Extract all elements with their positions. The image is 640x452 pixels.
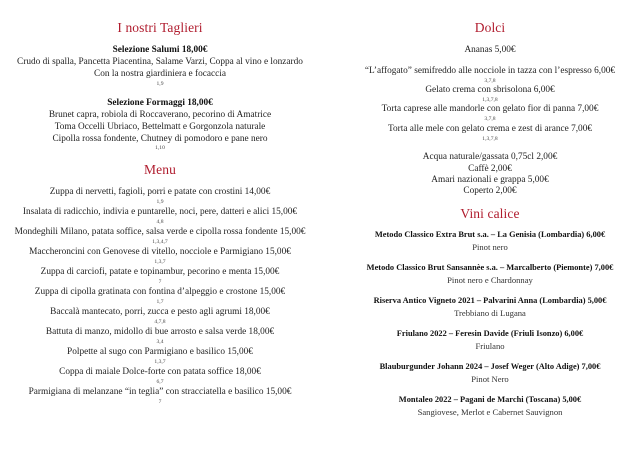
- salumi-allergens: 1,9: [156, 81, 164, 87]
- menu-item: Zuppa di nervetti, fagioli, porri e patate con crostini 14,00€: [49, 187, 271, 197]
- dolci-item: Ananas 5,00€: [464, 45, 516, 55]
- menu-item-allergens: 3,4: [156, 339, 164, 345]
- dolci-item-allergens: 1,3,7,8: [482, 136, 498, 142]
- wine-item: Metodo Classico Extra Brut s.a. – La Genisia (Lombardia) 6,00€: [374, 230, 606, 239]
- menu-item-allergens: 1,3,7: [154, 259, 166, 265]
- wine-item: Blauburgunder Johann 2024 – Josef Weger (Alto Adige) 7,00€: [379, 362, 601, 371]
- menu-title: Menu: [144, 162, 176, 177]
- wine-grapes: Friulano: [475, 341, 505, 351]
- wine-item: Montaleo 2022 – Pagani de Marchi (Toscana) 5,00€: [398, 395, 582, 404]
- salumi-desc-1: Crudo di spalla, Pancetta Piacentina, Salame Varzi, Coppa al vino e lonzardo: [17, 57, 303, 67]
- formaggi-desc-1: Brunet capra, robiola di Roccaverano, pecorino di Amatrice: [48, 110, 272, 120]
- dolci-item: Torta caprese alle mandorle con gelato fior di panna 7,00€: [381, 104, 599, 114]
- menu-item-allergens: 4,7,8: [154, 319, 166, 325]
- menu-item: Zuppa di carciofi, patate e topinambur, pecorino e menta 15,00€: [40, 267, 280, 277]
- formaggi-desc-2: Toma Occelli Ubriaco, Bettelmatt e Gorgonzola naturale: [54, 122, 266, 132]
- menu-item: Mondeghili Milano, patata soffice, salsa verde e cipolla rossa fondente 15,00€: [14, 227, 306, 237]
- wine-item: Metodo Classico Brut Sansannèe s.a. – Marcalberto (Piemonte) 7,00€: [366, 263, 614, 272]
- dolci-item-allergens: 3,7,8: [484, 78, 496, 84]
- wine-item: Riserva Antico Vigneto 2021 – Palvarini Anna (Lombardia) 5,00€: [373, 296, 607, 305]
- extra-item: Acqua naturale/gassata 0,75cl 2,00€: [422, 152, 558, 162]
- vini-title: Vini calice: [460, 206, 520, 221]
- menu-item-allergens: 1,7: [156, 299, 164, 305]
- menu-item-allergens: 1,9: [156, 199, 164, 205]
- dolci-item: Gelato crema con sbrisolona 6,00€: [425, 85, 555, 95]
- wine-grapes: Sangiovese, Merlot e Cabernet Sauvignon: [417, 407, 563, 417]
- dolci-item-allergens: 1,3,7,8: [482, 97, 498, 103]
- formaggi-name: Selezione Formaggi 18,00€: [107, 98, 213, 108]
- menu-item: Parmigiana di melanzane “in teglia” con stracciatella e basilico 15,00€: [28, 387, 292, 397]
- extra-item: Caffè 2,00€: [468, 164, 512, 174]
- menu-item: Zuppa di cipolla gratinata con fontina d’alpeggio e crostone 15,00€: [34, 287, 286, 297]
- menu-item-allergens: 1,3,4,7: [152, 239, 168, 245]
- dolci-title: Dolci: [474, 20, 506, 35]
- menu-item-allergens: 4,8: [156, 219, 164, 225]
- formaggi-desc-3: Cipolla rossa fondente, Chutney di pomodoro e pane nero: [52, 134, 268, 144]
- menu-item-allergens: 7: [158, 399, 162, 405]
- wine-grapes: Pinot nero: [472, 242, 508, 252]
- menu-item: Insalata di radicchio, indivia e puntarelle, noci, pere, datteri e alici 15,00€: [22, 207, 298, 217]
- dolci-item: Torta alle mele con gelato crema e zest di arance 7,00€: [387, 124, 593, 134]
- dolci-item-allergens: 3,7,8: [484, 116, 496, 122]
- formaggi-allergens: 1,10: [155, 145, 165, 151]
- wine-grapes: Pinot nero e Chardonnay: [447, 275, 533, 285]
- extra-item: Coperto 2,00€: [463, 186, 517, 196]
- salumi-desc-2: Con la nostra giardiniera e focaccia: [94, 69, 226, 79]
- menu-item: Polpette al sugo con Parmigiano e basilico 15,00€: [67, 347, 253, 357]
- wine-item: Friulano 2022 – Feresin Davide (Friuli Isonzo) 6,00€: [396, 329, 584, 338]
- dolci-item: “L’affogato” semifreddo alle nocciole in tazza con l’espresso 6,00€: [364, 66, 616, 76]
- menu-item: Coppa di maiale Dolce-forte con patata soffice 18,00€: [59, 367, 261, 377]
- menu-item: Battuta di manzo, midollo di bue arrosto e salsa verde 18,00€: [45, 327, 275, 337]
- salumi-name: Selezione Salumi 18,00€: [112, 45, 208, 55]
- extra-item: Amari nazionali e grappa 5,00€: [431, 175, 549, 185]
- menu-item: Maccheroncini con Genovese di vitello, nocciole e Parmigiano 15,00€: [29, 247, 291, 257]
- taglieri-title: I nostri Taglieri: [117, 20, 203, 35]
- menu-item-allergens: 6,7: [156, 379, 164, 385]
- menu-item: Baccalà mantecato, porri, zucca e pesto agli agrumi 18,00€: [50, 307, 270, 317]
- menu-item-allergens: 1,3,7: [154, 359, 166, 365]
- wine-grapes: Pinot Nero: [471, 374, 509, 384]
- wine-grapes: Trebbiano di Lugana: [454, 308, 526, 318]
- menu-item-allergens: 7: [158, 279, 162, 285]
